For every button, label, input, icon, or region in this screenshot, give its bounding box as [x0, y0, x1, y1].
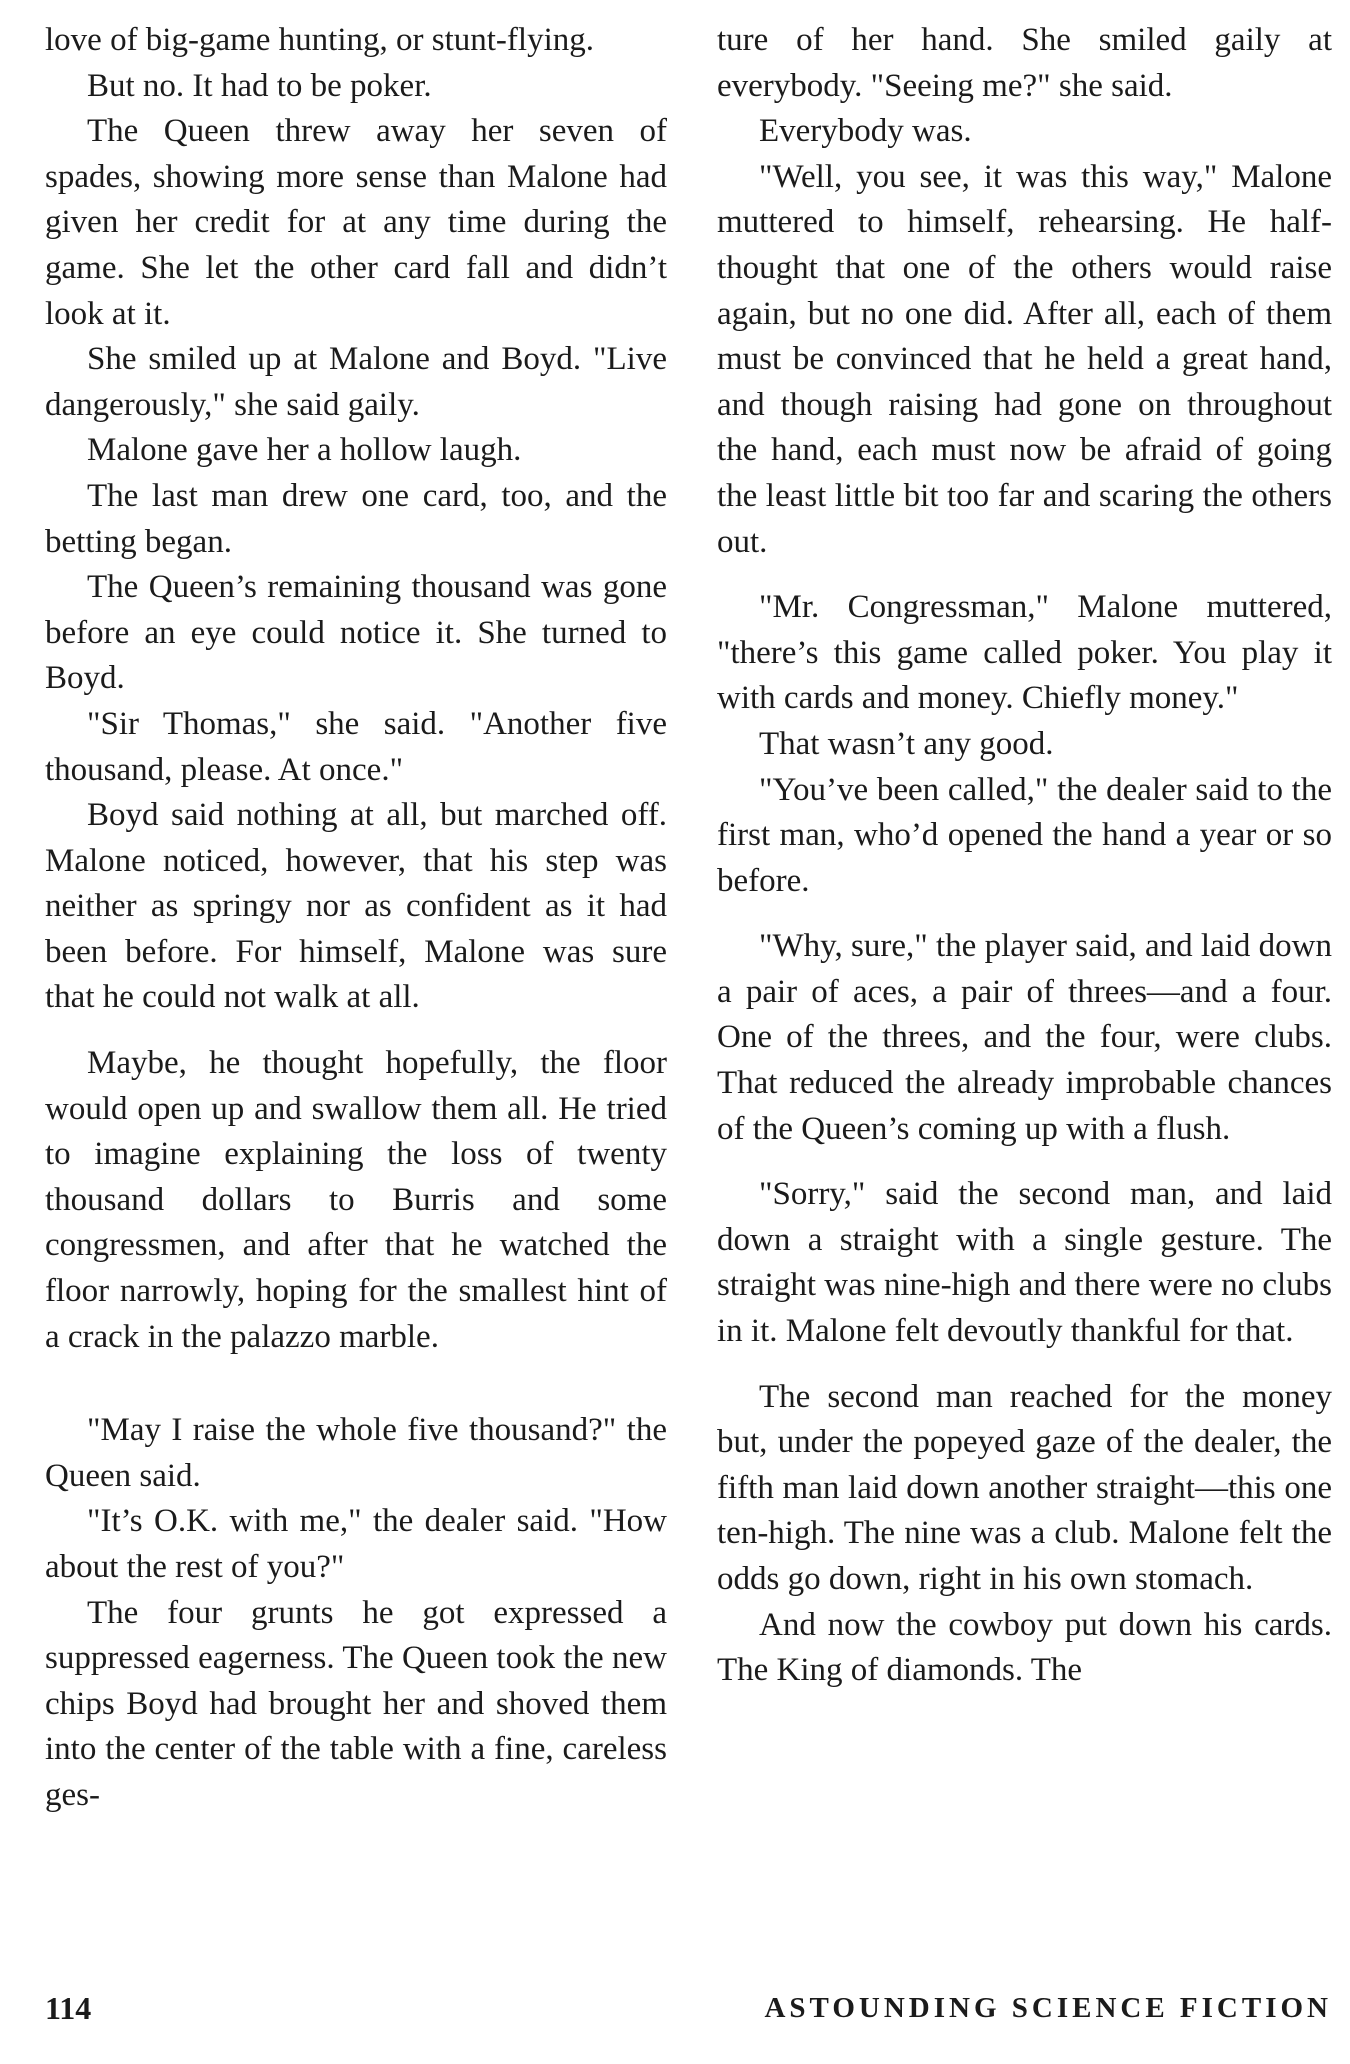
- paragraph: The last man drew one card, too, and the betting began.: [45, 477, 667, 560]
- paragraph: The Queen’s remaining thousand was gone before an eye could notice it. She turned to Boyd.: [45, 569, 667, 697]
- paragraph: The four grunts he got expressed a suppressed eagerness. The Queen took the new chips Boyd had brought her and shoved them into the center of the table with a fine, careless ges-: [45, 1594, 667, 1813]
- paragraph: Everybody was.: [759, 113, 972, 150]
- paragraph: "Well, you see, it was this way," Malone muttered to himself, rehearsing. He half-thought that one of the others would raise again, but no one did. After all, each of them must be convinced that he held a great hand, and though raising had gone on throughout the hand, each must now be afraid of going the least little bit too far and scaring the others out.: [717, 158, 1332, 560]
- paragraph: "Why, sure," the player said, and laid down a pair of aces, a pair of threes—and a four. One of the threes, and the four, were clubs. That reduced the already improbable chances of the Queen’s coming up with a flush.: [717, 928, 1332, 1147]
- page-number: 114: [45, 1990, 92, 2026]
- paragraph: Maybe, he thought hopefully, the floor would open up and swallow them all. He tried to imagine explaining the loss of twenty thousand dollars to Burris and some congressmen, and after that he watched the floor narrowly, hoping for the smallest hint of a crack in the palazzo marble.: [45, 1045, 667, 1355]
- paragraph: Boyd said nothing at all, but marched off. Malone noticed, however, that his step was neither as springy nor as confident as it had been before. For himself, Malone was sure that he could not walk at all.: [45, 797, 667, 1016]
- left-text-column: [45, 18, 667, 1819]
- paragraph: The second man reached for the money but, under the popeyed gaze of the dealer, the fifth man laid down another straight—this one ten-high. The nine was a club. Malone felt the odds go down, right in his own stomach.: [717, 1378, 1332, 1597]
- paragraph: The Queen threw away her seven of spades, showing more sense than Malone had given her credit for at any time during the game. She let the other card fall and didn’t look at it.: [45, 113, 667, 332]
- paragraph: "Sorry," said the second man, and laid down a straight with a single gesture. The straight was nine-high and there were no clubs in it. Malone felt devoutly thankful for that.: [717, 1176, 1332, 1350]
- paragraph: "You’ve been called," the dealer said to the first man, who’d opened the hand a year or so before.: [717, 771, 1332, 899]
- paragraph: "Sir Thomas," she said. "Another five thousand, please. At once.": [45, 705, 667, 788]
- paragraph: ture of her hand. She smiled gaily at everybody. "Seeing me?" she said.: [717, 22, 1332, 104]
- right-text-column: [717, 18, 1332, 1694]
- paragraph: "Mr. Congressman," Malone muttered, "there’s this game called poker. You play it with cards and money. Chiefly money.": [717, 589, 1332, 717]
- paragraph: She smiled up at Malone and Boyd. "Live dangerously," she said gaily.: [45, 341, 667, 423]
- paragraph: "It’s O.K. with me," the dealer said. "How about the rest of you?": [45, 1503, 667, 1585]
- paragraph: And now the cowboy put down his cards. The King of diamonds. The: [717, 1606, 1332, 1689]
- paragraph: love of big-game hunting, or stunt-flying.: [45, 22, 594, 58]
- running-title: ASTOUNDING SCIENCE FICTION: [764, 1992, 1332, 2024]
- paragraph: Malone gave her a hollow laugh.: [87, 432, 522, 469]
- paragraph: "May I raise the whole five thousand?" the Queen said.: [45, 1412, 667, 1494]
- paragraph: That wasn’t any good.: [759, 725, 1054, 762]
- paragraph: But no. It had to be poker.: [87, 67, 432, 104]
